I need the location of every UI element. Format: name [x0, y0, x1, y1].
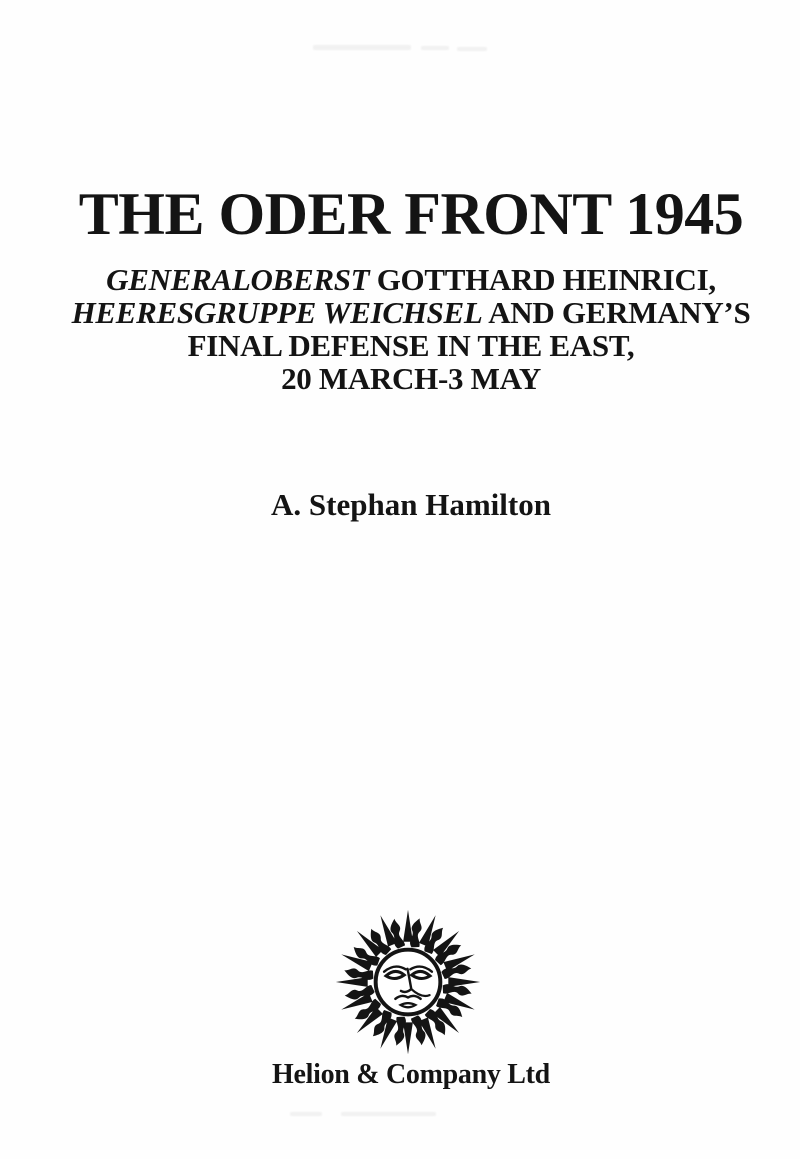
subtitle-line-2-italic: HEERESGRUPPE WEICHSEL [71, 295, 483, 330]
book-title: THE ODER FRONT 1945 [78, 181, 744, 247]
subtitle-line-1-roman: GOTTHARD HEINRICI, [369, 262, 716, 297]
scan-bleed-mark [341, 1112, 436, 1116]
sun-face [376, 950, 441, 1015]
subtitle-line-2 [11, 296, 800, 329]
publisher-name: Helion & Company Ltd [272, 1059, 550, 1090]
book-subtitle [11, 263, 800, 395]
subtitle-line-1-italic: GENERALOBERST [106, 262, 370, 297]
scan-bleed-mark [313, 45, 411, 50]
subtitle-line-3: FINAL DEFENSE IN THE EAST, [187, 328, 635, 363]
subtitle-line-4: 20 MARCH-3 MAY [281, 361, 541, 396]
scan-bleed-mark [421, 46, 449, 50]
page-content [11, 0, 800, 1159]
helion-sun-face-logo-icon [333, 907, 483, 1057]
author-name: A. Stephan Hamilton [271, 487, 551, 522]
scan-bleed-mark [290, 1112, 322, 1116]
subtitle-line-2-roman: AND GERMANY’S [482, 295, 751, 330]
subtitle-line-1 [11, 263, 800, 296]
scan-bleed-mark [457, 47, 487, 51]
